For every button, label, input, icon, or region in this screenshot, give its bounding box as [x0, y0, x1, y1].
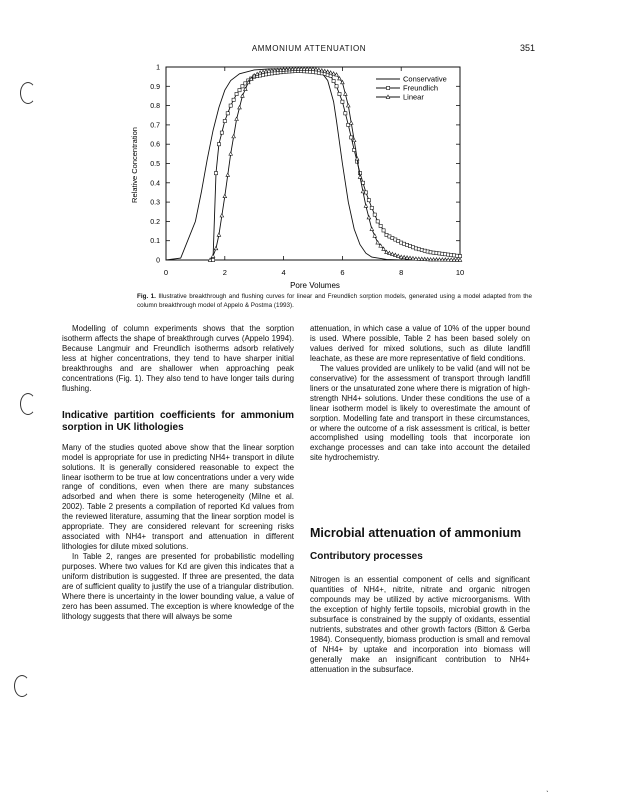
y-tick-label: 0.1: [150, 238, 160, 246]
main-section-heading: Microbial attenuation of ammonium: [310, 526, 522, 540]
x-tick-label: 2: [222, 268, 227, 277]
data-point: [226, 173, 230, 176]
legend-label: Freundlich: [403, 83, 439, 93]
x-axis-label: Pore Volumes: [290, 281, 340, 290]
data-point: [229, 104, 232, 107]
data-point: [364, 204, 368, 207]
y-tick-label: 0.5: [150, 161, 160, 168]
breakthrough-chart: [0, 0, 618, 300]
left-column: [62, 324, 294, 622]
data-point: [220, 214, 224, 217]
y-tick-label: 0: [156, 257, 160, 265]
data-point: [373, 234, 377, 237]
legend-marker: [387, 86, 390, 89]
data-point: [376, 220, 379, 223]
x-tick-label: 4: [281, 268, 286, 277]
x-tick-label: 0: [163, 268, 169, 277]
data-point: [344, 112, 347, 115]
data-point: [349, 121, 353, 124]
data-point: [346, 104, 350, 107]
subsection-heading: Contributory processes: [310, 551, 423, 562]
right-column: [310, 324, 530, 463]
data-point: [214, 246, 218, 249]
data-point: [235, 117, 239, 120]
paragraph: attenuation, in which case a value of 10% of the upper bound is used. Where possible, Table 2 has been based solely on values derived for mixed solutions, such as dilute landfill leachate, as these are more representative of field conditions.: [310, 324, 530, 363]
data-point: [335, 85, 338, 88]
legend-label: Linear: [403, 92, 424, 102]
data-point: [232, 98, 235, 101]
stray-mark: ˋ: [546, 790, 549, 799]
data-point: [458, 255, 461, 258]
data-point: [211, 254, 215, 257]
data-point: [367, 199, 370, 202]
section-heading: Indicative partition coefficients for ammonium sorption in UK lithologies: [62, 409, 294, 433]
data-point: [350, 136, 353, 139]
legend-label: Conservative: [403, 74, 447, 84]
data-point: [217, 143, 220, 146]
data-point: [367, 216, 371, 219]
running-header: AMMONIUM ATTENUATION: [251, 44, 367, 53]
binder-hole-mark: [20, 393, 36, 415]
paragraph: In Table 2, ranges are presented for probabilistic modelling purposes. Where two values for Kd are given this indicates that a uniform distribution is suggested. If three are presented, the data are of sufficient quality to justify the use of a triangular distribution. Where there is uncertainty in the lower bounding value, a value of zero has been assumed. The exception is where knowledge of the lithology suggests that there will always be some: [62, 552, 294, 621]
y-tick-label: 0.6: [150, 141, 160, 149]
data-point: [344, 92, 348, 95]
data-point: [238, 106, 242, 109]
x-tick-label: 8: [399, 268, 404, 277]
data-point: [235, 92, 238, 95]
x-tick-label: 6: [340, 268, 345, 277]
data-point: [214, 172, 217, 175]
paragraph: The values provided are unlikely to be valid (and will not be conservative) for the assessment of transport through landfill liners or the unsaturated zone where there is migration of high-strength NH4+ solutions. Under these conditions the use of a linear isotherm model is likely to overestimate the amount of sorption. Modelling fate and transport in these circumstances, or where the outcome of a risk assessment is critical, is better accomplished using modelling tools that incorporate ion exchange processes and can take into account the detailed site hydrochemistry.: [310, 363, 530, 463]
legend: [376, 75, 447, 102]
right-column-lower: [310, 551, 530, 675]
data-point: [376, 241, 380, 244]
y-tick-label: 0.8: [150, 103, 160, 111]
data-point: [223, 119, 226, 122]
binder-hole-mark: [14, 675, 30, 697]
y-axis-label: Relative Concentration: [130, 127, 139, 203]
data-point: [241, 94, 245, 97]
data-point: [229, 152, 233, 155]
y-tick-label: 1: [156, 64, 160, 72]
y-tick-label: 0.9: [150, 83, 160, 91]
data-point: [223, 194, 227, 197]
figure-caption: [137, 292, 532, 310]
data-point: [217, 233, 221, 236]
data-point: [341, 100, 344, 103]
paragraph: Modelling of column experiments shows that the sorption isotherm affects the shape of breakthrough curves (Appelo 1994). Because Langmuir and Freundlich isotherms adsorb relatively less at higher concentrations, they tend to have sharper initial breakthroughs and are shallower when approaching peak concentrations (Fig. 1). They also tend to have longer tails during flushing.: [62, 324, 294, 393]
data-point: [379, 224, 382, 227]
data-point: [332, 79, 335, 82]
data-point: [338, 92, 341, 95]
y-tick-label: 0.3: [150, 199, 160, 207]
data-point: [232, 134, 236, 137]
y-tick-label: 0.2: [150, 218, 160, 226]
caption-label: Fig. 1.: [137, 293, 156, 300]
data-point: [370, 206, 373, 209]
data-point: [373, 213, 376, 216]
paragraph: Nitrogen is an essential component of cells and significant quantities of NH4+, nitrite, nitrate and organic nitrogen compounds may be utilized by active microorganisms. With the exception of highly fertile topsoils, microbial growth in the subsurface is constrained by the supply of oxidants, essential nutrients, substrates and other growth factors (Bitton & Gerba 1984). Consequently, biomass production is small and removal of NH4+ by uptake and incorporation into biomass will generally make an insignificant contribution to NH4+ attenuation in the subsurface.: [310, 575, 530, 674]
caption-text: Illustrative breakthrough and flushing curves for linear and Freundlich sorption models, generated using a model adapted from the column breakthrough model of Appelo & Postma (1993).: [137, 293, 532, 309]
data-point: [220, 131, 223, 134]
data-point: [226, 112, 229, 115]
y-tick-label: 0.7: [150, 122, 160, 130]
series-freundlich: [211, 69, 461, 261]
x-tick-label: 10: [455, 268, 465, 277]
data-point: [382, 229, 385, 232]
paragraph: Many of the studies quoted above show that the linear sorption model is appropriate for use in predicting NH4+ transport in dilute solutions. It is generally considered reasonable to expect the linear isotherm to be true at low concentrations under a very wide range of conditions, even when there are many substances adsorbed and when there is some heterogeneity (Milne et al. 2002). Table 2 presents a compilation of reported Kd values from the reviewed literature, assuming that the linear sorption model is appropriate. They are considered relevant for screening risks associated with NH4+ transport and attenuation in different lithologies for dilute mixed solutions.: [62, 442, 294, 552]
data-point: [370, 227, 374, 230]
page-number: 351: [520, 43, 536, 53]
data-point: [238, 89, 241, 92]
y-tick-label: 0.4: [150, 180, 160, 188]
